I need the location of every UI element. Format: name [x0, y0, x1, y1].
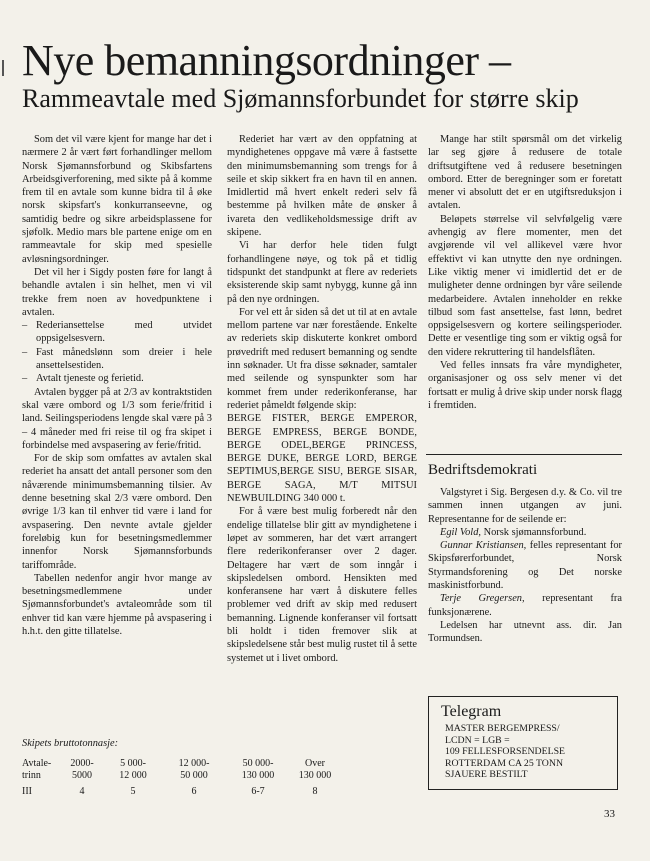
table-cell: 12 000 — [119, 770, 147, 781]
table-cell: 2000- — [70, 758, 94, 769]
table-cell: 5000 — [72, 770, 92, 781]
telegram-line: SJAUERE BESTILT — [445, 769, 528, 781]
member-entry — [428, 592, 622, 619]
table-cell: 12 000- — [178, 758, 210, 769]
paragraph: Avtalen bygger på at 2/3 av kontraktstiden skal være ombord og 1/3 som ferie/fritid i land. Seilingsperiodens lengde skal være på 3 – 4 måneder med fri reise til og fra skipet i forbindelse med avspasering av ferie/fritid. — [22, 386, 212, 451]
table-cell: 130 000 — [298, 770, 332, 781]
member-name: Terje Gregersen, — [440, 593, 525, 605]
table-cell: 8 — [312, 786, 318, 797]
margin-mark — [2, 60, 4, 76]
telegram-box — [428, 696, 618, 790]
table-cell: 130 000 — [241, 770, 275, 781]
paragraph: Ledelsen har utnevnt ass. dir. Jan Tormundsen. — [428, 619, 622, 645]
column-1 — [22, 133, 212, 638]
member-role: representant fra funksjonærene. — [428, 593, 623, 618]
column-3 — [428, 133, 622, 412]
member-entry — [428, 526, 622, 539]
table-cell: 5 — [130, 786, 136, 797]
list-item: – Fast månedslønn som dreier i hele ansettelsestiden. — [22, 346, 212, 372]
telegram-line: 109 FELLESFORSENDELSE — [445, 746, 566, 758]
page-number: 33 — [604, 808, 615, 820]
list-item: – Avtalt tjeneste og ferietid. — [22, 373, 144, 385]
article-subtitle: Rammeavtale med Sjømannsforbundet for større skip — [22, 84, 579, 113]
table-cell: 5 000- — [120, 758, 146, 769]
telegram-title: Telegram — [441, 703, 502, 720]
table-cell: 50 000- — [242, 758, 274, 769]
paragraph: Som det vil være kjent for mange har det i nærmere 2 år vært ført forhandlinger mellom Norsk Sjømannsforbund og Skibsfartens Arbeidsgiverforening, med sikte på å komme frem til en avtale som kunne bidra til å øke norsk skipsfart's konkurranseevne, og samtidig bedre og sikre arbeidsplassene for sjøfolk. Medio mars ble partene enige om en rammeavtale for skip med spesielle avløsningsordninger. — [22, 134, 212, 265]
table-cell: 6-7 — [251, 786, 265, 797]
row-label: Avtale- — [22, 758, 52, 769]
table-cell: 4 — [79, 786, 85, 797]
member-name: Egil Vold, — [440, 526, 481, 538]
ship-list: BERGE FISTER, BERGE EMPEROR, BERGE EMPRESS, BERGE BONDE, BERGE ODEL,BERGE PRINCESS, BERGE DUKE, BERGE LORD, BERGE SEPTIMUS,BERGE SISU, BERGE SISAR, BERGE SAGA, M/T MITSUI NEWBUILDING 340 000 t. — [227, 413, 417, 505]
paragraph: Tabellen nedenfor angir hvor mange av besetningsmedlemmene under Sjømannsforbundet's avtaleområde som til enhver tid kan være hjemme på avspasering i h.h.t. den gitte tillatelse. — [22, 572, 212, 637]
sidebar-title: Bedriftsdemokrati — [428, 462, 538, 478]
member-role: Norsk sjømannsforbund. — [480, 526, 587, 538]
paragraph: Ved felles innsats fra våre myndigheter, organisasjoner og oss selv mener vi det fortsatt er mulig å drive skip under norsk flagg i fremtiden. — [428, 360, 622, 411]
paragraph: Vi har derfor hele tiden fulgt forhandlingene nøye, og tok på et tidlig tidspunkt det standpunkt at flere av rederiets eksisterende skip samt nybygg, kunne gå inn på den nye ordningen. — [227, 240, 417, 305]
row-label: trinn — [22, 770, 41, 781]
telegram-line: ROTTERDAM CA 25 TONN — [445, 757, 564, 769]
member-entry — [428, 539, 622, 592]
paragraph: For å være best mulig forberedt når den endelige tillatelse blir gitt av myndighetene i løpet av sommeren, har det vært arrangert flere rederikonferanser over 2 dager. Deltagere har vært de som inngår i skipsledelsen ombord. Hensikten med konferansene har vært å diskutere felles problemer ved drift av skip med redusert bemanning. Lignende konferanser vil fortsatt bli holdt i tiden fremover slik at skipsledelsene står best mulig rustet til å sette systemet ut i livet ombord. — [227, 506, 417, 664]
table-cell: Over — [305, 758, 325, 769]
row-label: III — [22, 786, 32, 797]
member-role: felles representant for Skipsførerforbundet, Norsk Styrmandsforening og Det norske maskinistforbund. — [428, 540, 622, 592]
paragraph: For de skip som omfattes av avtalen skal rederiet ha ansatt det antall personer som den nåværende minimumsbemanning tilsier. Av denne besetning skal 2/3 være ombord. Den øvrige 1/3 kan til enhver tid være i land for avspasering. Den nevnte avtale gjelder foreløbig kun for besetningsmedlemmer innenfor Norsk Sjømannsforbunds tariffområde. — [22, 453, 212, 571]
paragraph: Mange har stilt spørsmål om det virkelig lar seg gjøre å redusere de totale driftsutgiftene ved å redusere besetningen ombord. Etter de beregninger som er foretatt mener vi absolutt det er en utgiftsreduksjon i avtalen. — [428, 134, 622, 212]
telegram-line: LCDN = LGB = — [445, 734, 510, 746]
telegram-lines — [445, 723, 617, 781]
column-2 — [227, 133, 417, 665]
table-cell: 6 — [191, 786, 197, 797]
list-item: – Rederiansettelse med utvidet oppsigelsesvern. — [22, 320, 212, 345]
table-cell: 50 000 — [180, 770, 208, 781]
sidebar-divider — [426, 454, 622, 455]
paragraph: Valgstyret i Sig. Bergesen d.y. & Co. vil tre sammen innen utgangen av juni. Representanne for de seilende er: — [428, 487, 622, 525]
member-name: Gunnar Kristiansen, — [440, 540, 527, 552]
paragraph: Beløpets størrelse vil selvfølgelig være avhengig av flere momenter, men det avgjørende vil vel allikevel være hvor effektivt vi kan utnytte den nye ordningen. Like viktig mener vi imidlertid det er de muligheter denne ordningen byr våre seilende medarbeidere. Avtalen inneholder en rekke tilbud som fast ansettelse, fast lønn, bedret oppsigelsesvern og kortere seilingsperioder. Dette er vesentlige ting som er viktig også for den videre rekruttering til handelsflåten. — [428, 213, 622, 358]
article-title: Nye bemanningsordninger – — [22, 36, 511, 85]
paragraph: Det vil her i Sigdy posten føre for langt å behandle avtalen i sin helhet, men vi vil trekke frem noen av hovedpunktene i avtalen. — [22, 266, 212, 318]
table-caption: Skipets bruttotonnasje: — [22, 738, 119, 749]
paragraph: Rederiet har vært av den oppfatning at myndighetenes oppgave må være å fastsette den minimumsbemanning som trengs for å seile et skip sikkert fra en havn til en annen. Imidlertid må hvert enkelt rederi selv få bestemme på hvilken måte de ønsker å ivareta den vedlikeholdsmessige drift av skipene. — [227, 134, 417, 239]
paragraph: For vel ett år siden så det ut til at en avtale mellom partene var nær forestående. Enkelte av rederiets skip diskuterte konkret ombord prøvedrift med redusert bemanning og sendte inn søknader. Ut fra disse søknader, samtaler med seilende og synspunkter som har kommet frem under rederikonferanse, har rederiet påmeldt følgende skip: — [227, 306, 417, 411]
sidebar-body — [428, 486, 622, 646]
telegram-line: MASTER BERGEMPRESS/ — [445, 723, 560, 734]
